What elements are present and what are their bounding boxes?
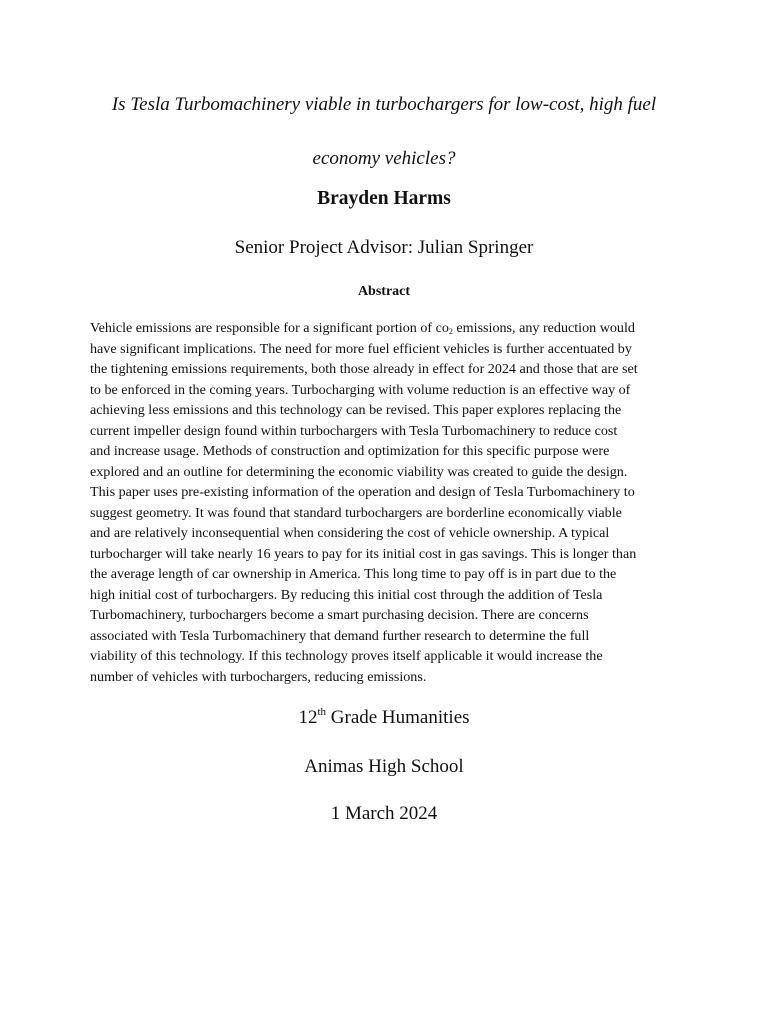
paper-title [80,78,688,186]
abstract-line: Turbomachinery, turbochargers become a smart purchasing decision. There are concerns [90,607,589,623]
grade-number: 12 [298,707,318,728]
abstract-line: and increase usage. Methods of construction and optimization for this specific purpose were [90,443,610,459]
abstract-line-1 [90,318,676,339]
abstract-line: turbocharger will take nearly 16 years to pay for its initial cost in gas savings. This is longer than [90,545,637,562]
abstract-line-1-rest: emissions, any reduction would [452,320,635,336]
grade-suffix: th [317,706,327,718]
abstract-line: to be enforced in the coming years. Turbocharging with volume reduction is an effective way of [90,381,631,398]
abstract-line: and are relatively inconsequential when considering the cost of vehicle ownership. A typical [90,525,610,541]
school-name: Animas High School [304,756,464,777]
abstract-line: explored and an outline for determining the economic viability was created to guide the design. [90,463,628,480]
abstract-co2-subscript: 2 [448,327,453,336]
paper-title-line-1: Is Tesla Turbomachinery viable in turbochargers for low-cost, high fuel [111,94,657,115]
grade-line [0,707,768,729]
abstract-line: suggest geometry. It was found that standard turbochargers are borderline economically viable [90,504,622,521]
abstract-line: the average length of car ownership in America. This long time to pay off is in part due to the [90,566,617,582]
abstract-line: current impeller design found within turbochargers with Tesla Turbomachinery to reduce cost [90,422,618,439]
abstract-heading: Abstract [357,284,411,299]
paper-title-line-2: economy vehicles? [312,148,456,169]
abstract-line: achieving less emissions and this technology can be revised. This paper explores replacing the [90,402,622,418]
abstract-line: number of vehicles with turbochargers, reducing emissions. [90,668,427,685]
abstract-line: have significant implications. The need for more fuel efficient vehicles is further accentuated by [90,340,632,357]
abstract-line: associated with Tesla Turbomachinery that demand further research to determine the full [90,627,590,644]
abstract-line: viability of this technology. If this technology proves itself applicable it would increase the [90,648,603,664]
author-name: Brayden Harms [317,188,451,209]
grade-text: Grade Humanities [326,707,470,728]
abstract-line: the tightening emissions requirements, both those already in effect for 2024 and those that are set [90,361,638,377]
submission-date: 1 March 2024 [330,803,438,824]
project-advisor: Senior Project Advisor: Julian Springer [234,237,534,258]
abstract-co2-prefix: Vehicle emissions are responsible for a significant portion of co [90,320,449,336]
abstract-body [90,318,676,687]
abstract-line: high initial cost of turbochargers. By reducing this initial cost through the addition of Tesla [90,586,603,603]
abstract-line: This paper uses pre-existing information of the operation and design of Tesla Turbomachinery to [90,484,635,500]
